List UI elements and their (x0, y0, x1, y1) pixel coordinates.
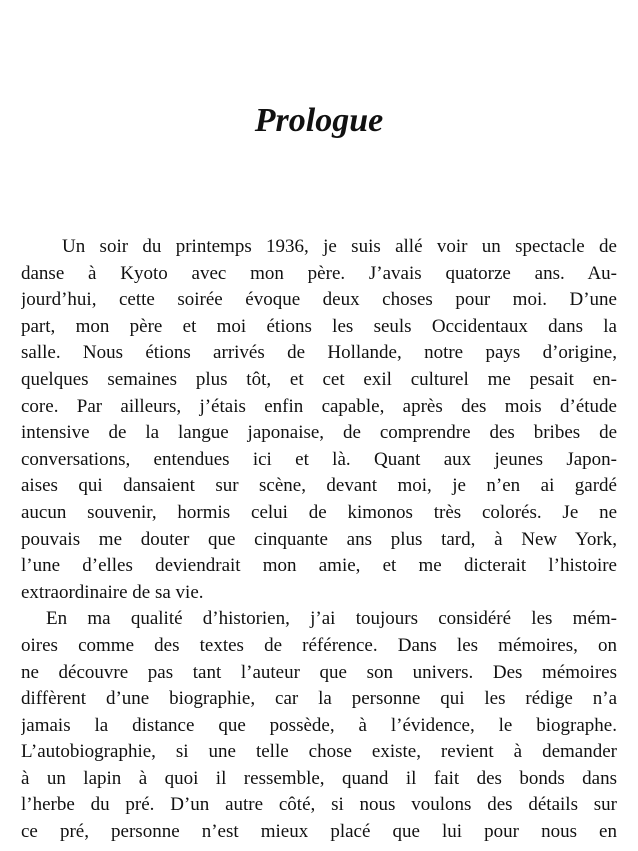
body-text (21, 234, 617, 846)
text-line: core. Par ailleurs, j’étais enfin capable, après des mois d’étude (21, 395, 617, 417)
text-line: part, mon père et moi étions les seuls Occidentaux dans la (21, 315, 617, 337)
text-line: oires comme des textes de référence. Dans les mémoires, on (21, 634, 617, 656)
text-line: ce pré, personne n’est mieux placé que lui pour nous en (21, 821, 617, 843)
chapter-title: Prologue (254, 102, 384, 139)
text-line: intensive de la langue japonaise, de comprendre des bribes de (21, 422, 617, 444)
text-line: l’une d’elles deviendrait mon amie, et me dicterait l’histoire (21, 555, 617, 577)
text-line: jourd’hui, cette soirée évoque deux choses pour moi. D’une (21, 289, 617, 311)
text-line: extraordinaire de sa vie. (21, 581, 204, 603)
text-line: quelques semaines plus tôt, et cet exil culturel me pesait en- (21, 368, 617, 390)
text-line: l’herbe du pré. D’un autre côté, si nous voulons des détails sur (21, 794, 617, 816)
text-line: à un lapin à quoi il ressemble, quand il fait des bonds dans (21, 767, 617, 789)
text-line: aises qui dansaient sur scène, devant moi, je n’en ai gardé (21, 475, 617, 497)
text-line: aucun souvenir, hormis celui de kimonos très colorés. Je ne (21, 501, 617, 523)
paragraph (21, 234, 617, 606)
text-line: Un soir du printemps 1936, je suis allé voir un spectacle de (62, 236, 617, 257)
text-line: L’autobiographie, si une telle chose existe, revient à demander (21, 741, 617, 763)
text-line: ne découvre pas tant l’auteur que son univers. Des mémoires (21, 661, 617, 683)
text-line: danse à Kyoto avec mon père. J’avais quatorze ans. Au- (21, 262, 617, 284)
text-line: conversations, entendues ici et là. Quant aux jeunes Japon- (21, 448, 617, 470)
text-line: jamais la distance que possède, à l’évidence, le biographe. (21, 714, 617, 736)
text-line: En ma qualité d’historien, j’ai toujours considéré les mém- (46, 608, 617, 630)
text-line: salle. Nous étions arrivés de Hollande, notre pays d’origine, (21, 342, 617, 364)
text-line: diffèrent d’une biographie, car la personne qui les rédige n’a (21, 688, 617, 710)
text-line: pouvais me douter que cinquante ans plus tard, à New York, (21, 528, 617, 550)
paragraph (21, 606, 617, 845)
